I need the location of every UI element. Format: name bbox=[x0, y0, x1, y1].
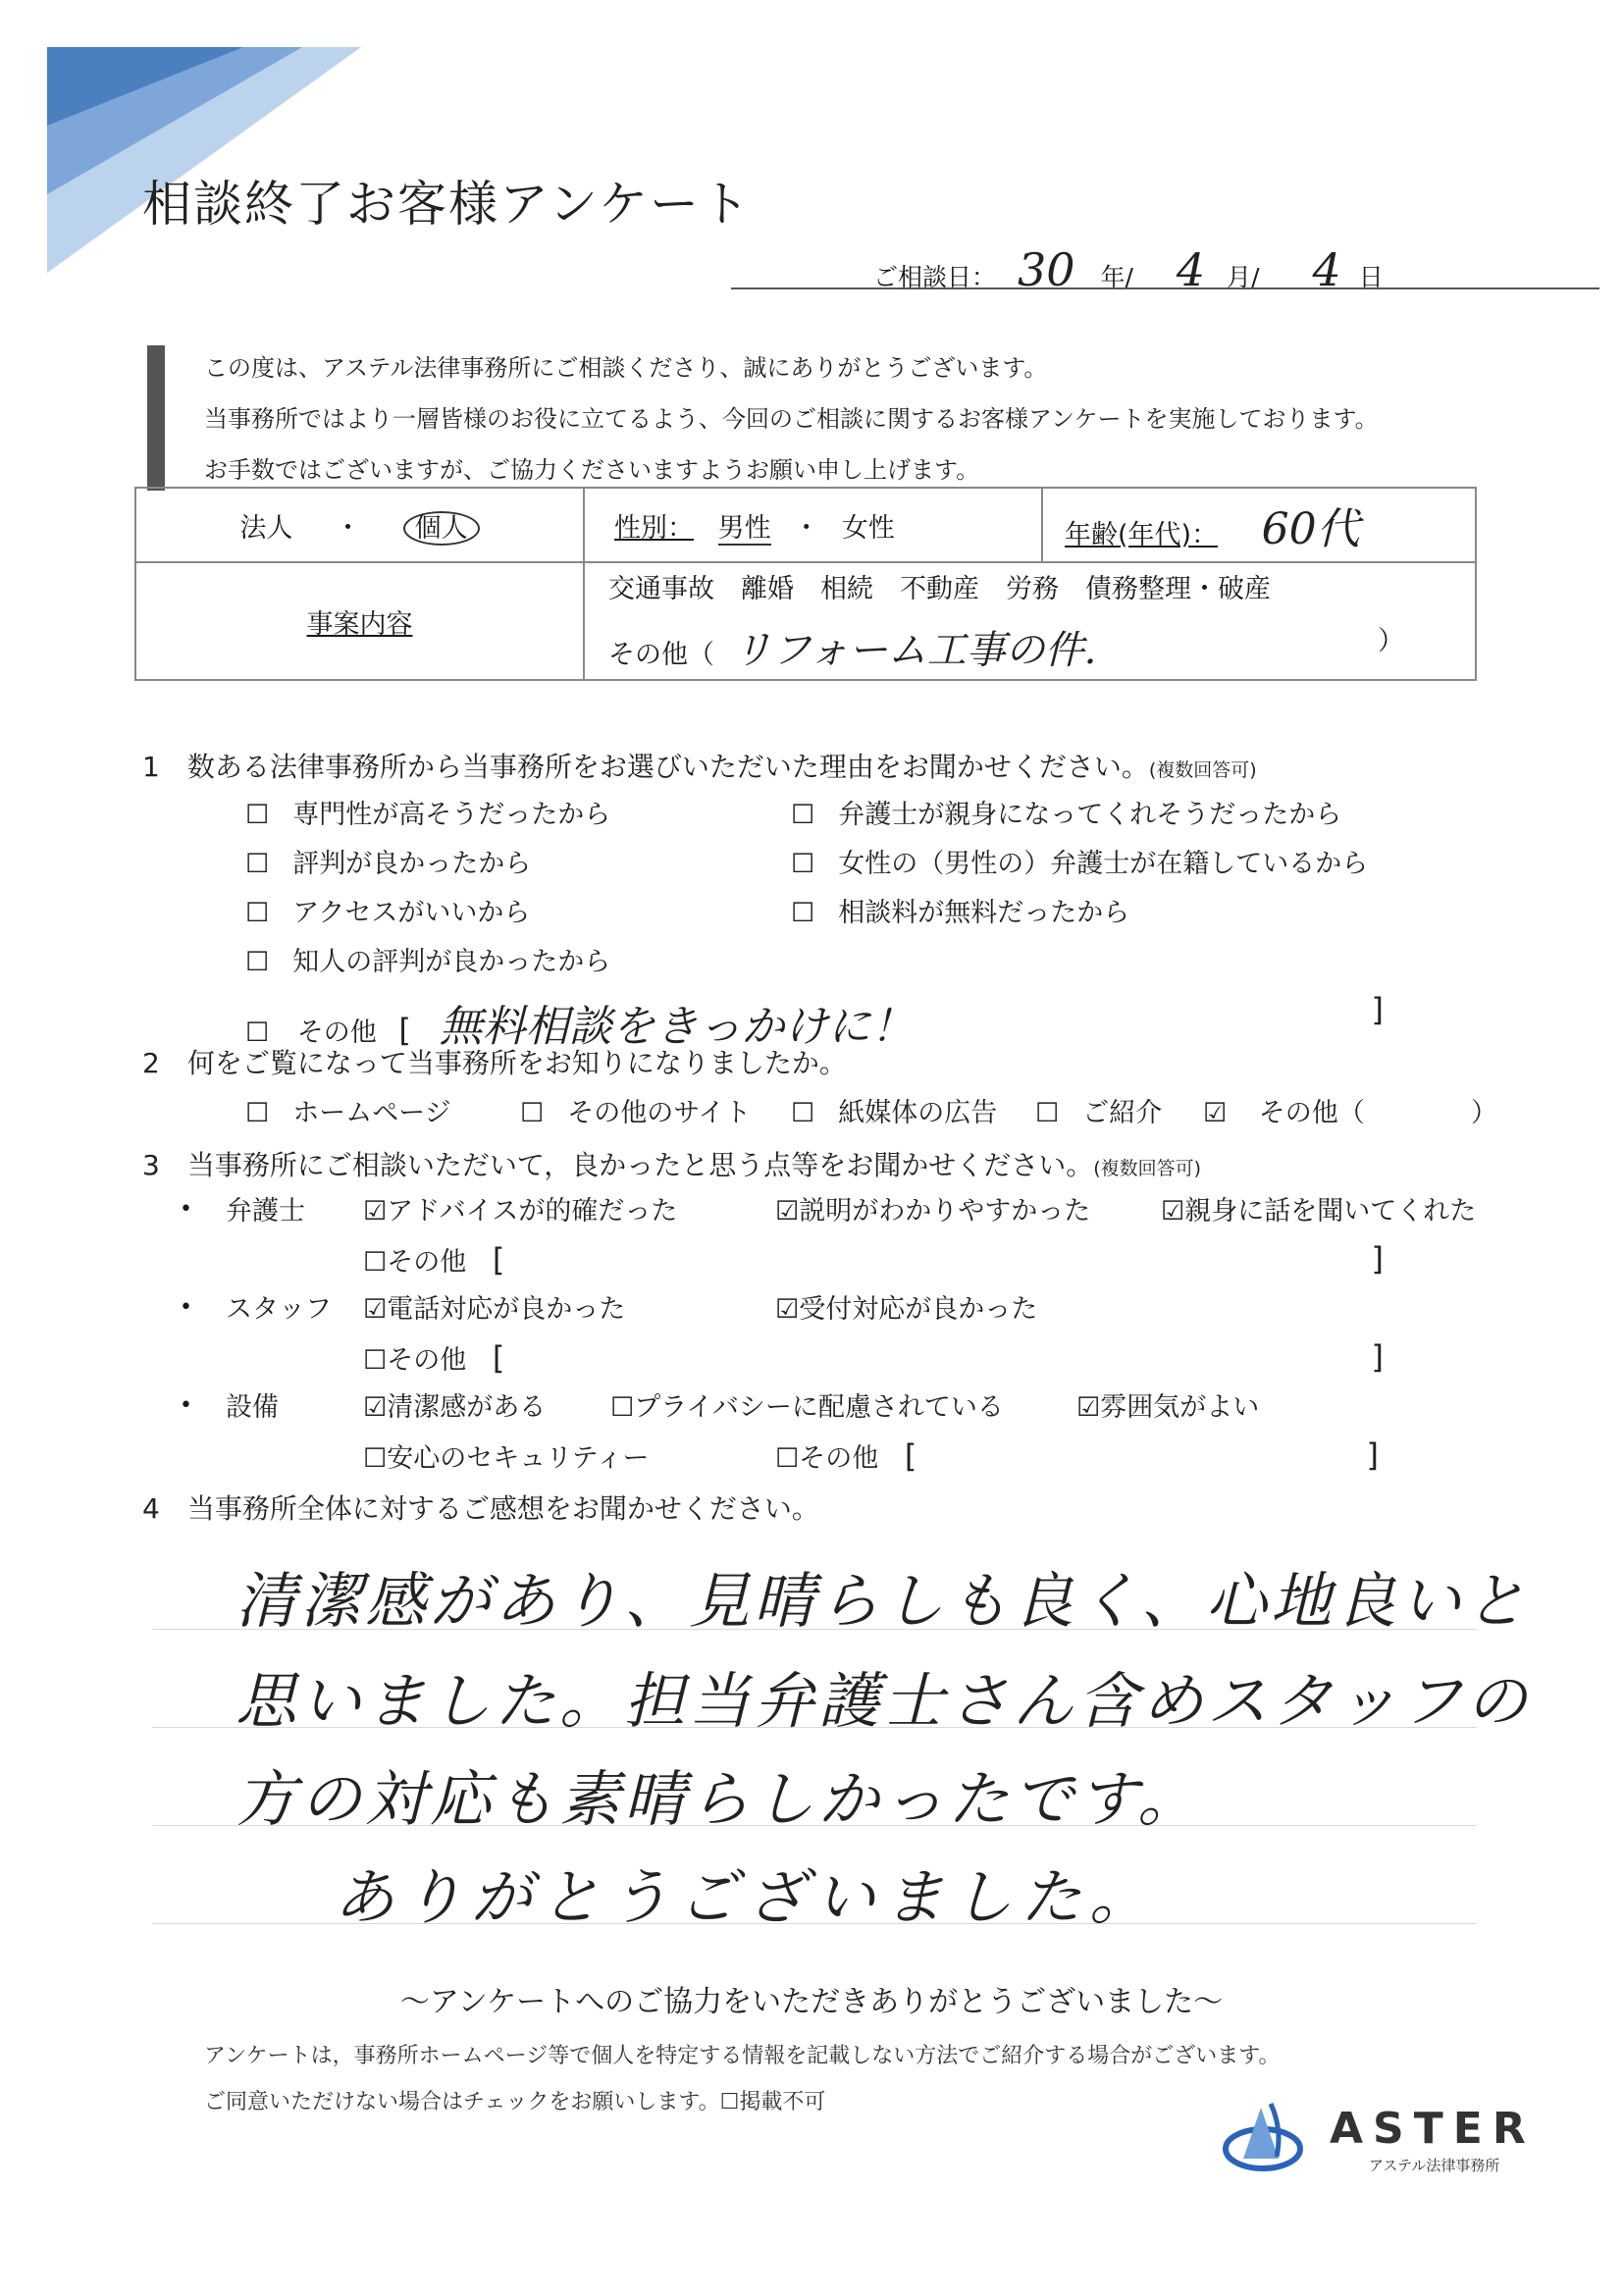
checkbox-icon[interactable]: ☐ bbox=[245, 898, 270, 928]
q2-option-4[interactable] bbox=[1035, 1091, 1162, 1129]
q3-staff-option-2[interactable] bbox=[775, 1287, 1037, 1326]
q4-answer-line-3: 方の対応も素晴らしかったです。 bbox=[236, 1763, 1203, 1835]
q3-facility-opt3-label: 雰囲気がよい bbox=[1100, 1392, 1260, 1423]
page-title: 相談終了お客様アンケート bbox=[142, 176, 752, 233]
checkbox-checked-icon[interactable]: ☑ bbox=[1076, 1392, 1101, 1423]
q3-facility-other-label: その他 bbox=[799, 1443, 879, 1474]
bracket-open: [ bbox=[904, 1437, 917, 1475]
age-cell bbox=[1042, 488, 1476, 562]
q1-opt1-label: 専門性が高そうだったから bbox=[292, 800, 611, 830]
case-options: 交通事故 離婚 相続 不動産 労務 債務整理・破産 bbox=[608, 574, 1271, 604]
consent-text: ご同意いただけない場合はチェックをお願いします。 bbox=[204, 2090, 720, 2114]
q2-option-3[interactable] bbox=[791, 1091, 997, 1129]
q3-facility-opt4-label: 安心のセキュリティー bbox=[387, 1443, 650, 1474]
q3-facility-label: 設備 bbox=[226, 1392, 279, 1423]
checkbox-icon[interactable]: ☐ bbox=[245, 947, 270, 977]
checkbox-icon[interactable]: ☐ bbox=[719, 2090, 740, 2114]
date-label: ご相談日： bbox=[873, 263, 997, 291]
q1-title bbox=[142, 746, 1257, 785]
q2-option-1[interactable] bbox=[245, 1091, 451, 1129]
q1-other-open: [ bbox=[398, 1012, 411, 1049]
q2-title: 2 何をご覧になって当事務所をお知りになりましたか。 bbox=[142, 1047, 847, 1079]
date-underline bbox=[731, 287, 1599, 289]
dot-separator: ・ bbox=[335, 512, 361, 544]
q1-option-3[interactable] bbox=[245, 891, 530, 929]
bracket-close: ] bbox=[1371, 1338, 1384, 1376]
gender-cell bbox=[584, 488, 1042, 562]
q3-facility-opt1-label: 清潔感がある bbox=[387, 1392, 547, 1423]
publication-notice: アンケートは，事務所ホームページ等で個人を特定する情報を記載しない方法でご紹介する場合がございます。 bbox=[204, 2044, 1281, 2068]
checkbox-icon[interactable]: ☐ bbox=[245, 849, 270, 879]
q1-option-5[interactable] bbox=[791, 793, 1341, 831]
q1-opt2-label: 評判が良かったから bbox=[292, 849, 532, 879]
bullet-icon: • bbox=[180, 1197, 192, 1222]
q3-note: (複数回答可) bbox=[1093, 1158, 1202, 1179]
thanks-message: ～アンケートへのご協力をいただきありがとうございました～ bbox=[399, 1985, 1224, 2019]
q1-opt5-label: 弁護士が親身になってくれそうだったから bbox=[838, 800, 1342, 830]
case-other bbox=[608, 619, 1475, 675]
case-other-open: その他（ bbox=[608, 640, 714, 670]
q1-option-7[interactable] bbox=[791, 891, 1129, 929]
gender-label: 性別： bbox=[614, 512, 694, 544]
q3-title-text: 3 当事務所にご相談いただいて，良かったと思う点等をお聞かせください。 bbox=[142, 1149, 1094, 1181]
q3-lawyer-other[interactable] bbox=[363, 1240, 1384, 1278]
date-year: 30 bbox=[1017, 243, 1075, 296]
q3-facility-other[interactable] bbox=[775, 1436, 1379, 1475]
checkbox-icon[interactable]: ☐ bbox=[791, 849, 815, 879]
dot-separator-2: ・ bbox=[793, 512, 820, 544]
q2-opt5-close: ） bbox=[1471, 1098, 1497, 1128]
header-banner-decoration bbox=[47, 47, 361, 273]
checkbox-icon[interactable]: ☐ bbox=[363, 1345, 388, 1376]
q1-option-2[interactable] bbox=[245, 842, 531, 880]
q3-lawyer-label: 弁護士 bbox=[226, 1196, 305, 1226]
q3-staff-label: スタッフ bbox=[226, 1294, 332, 1325]
date-day: 4 bbox=[1312, 243, 1341, 296]
q3-facility-opt2-label: プライバシーに配慮されている bbox=[634, 1392, 1004, 1423]
bracket-close: ] bbox=[1371, 1240, 1384, 1278]
checkbox-icon[interactable]: ☐ bbox=[1035, 1098, 1060, 1128]
checkbox-icon[interactable]: ☐ bbox=[245, 800, 270, 830]
q3-lawyer-option-1[interactable] bbox=[363, 1189, 677, 1227]
logo-name: ASTER bbox=[1330, 2104, 1536, 2154]
case-content-cell bbox=[584, 562, 1476, 680]
q4-answer-line-1: 清潔感があり、見晴らしも良く、心地良いと bbox=[236, 1565, 1530, 1637]
q1-other-value: 無料相談をきっかけに！ bbox=[439, 1002, 915, 1052]
q3-title bbox=[142, 1144, 1201, 1183]
bracket-close: ] bbox=[1366, 1436, 1379, 1474]
individual-option[interactable]: 個人 bbox=[403, 511, 480, 546]
q2-opt5-label: その他（ bbox=[1258, 1098, 1365, 1128]
logo-subtitle: アステル法律事務所 bbox=[1369, 2157, 1500, 2174]
q3-lawyer-other-label: その他 bbox=[387, 1247, 467, 1278]
q2-option-2[interactable] bbox=[520, 1091, 751, 1129]
aster-logo-icon bbox=[1222, 2100, 1310, 2178]
checkbox-icon[interactable]: ☐ bbox=[245, 1018, 270, 1048]
q4-answer-line-4: ありがとうございました。 bbox=[334, 1861, 1159, 1933]
date-month-unit: 月/ bbox=[1227, 263, 1260, 291]
no-publish-label: 掲載不可 bbox=[739, 2090, 826, 2114]
intro-line-2: 当事務所ではより一層皆様のお役に立てるよう、今回のご相談に関するお客様アンケートを実施しております。 bbox=[204, 405, 1379, 433]
q2-option-5[interactable] bbox=[1203, 1091, 1497, 1129]
checkbox-checked-icon[interactable]: ☑ bbox=[363, 1392, 388, 1423]
q2-opt4-label: ご紹介 bbox=[1082, 1098, 1163, 1128]
checkbox-checked-icon[interactable]: ☑ bbox=[775, 1196, 800, 1226]
checkbox-icon[interactable]: ☐ bbox=[775, 1443, 800, 1474]
date-month: 4 bbox=[1176, 243, 1206, 296]
q4-title: 4 当事務所全体に対するご感想をお聞かせください。 bbox=[142, 1492, 819, 1525]
q3-staff-other-label: その他 bbox=[387, 1345, 467, 1376]
checkbox-checked-icon[interactable]: ☑ bbox=[775, 1294, 800, 1325]
q1-note: (複数回答可) bbox=[1148, 759, 1257, 781]
checkbox-checked-icon[interactable]: ☑ bbox=[1161, 1196, 1185, 1226]
intro-line-3: お手数ではございますが、ご協力くださいますようお願い申し上げます。 bbox=[204, 456, 980, 484]
q1-opt3-label: アクセスがいいから bbox=[292, 898, 531, 928]
q3-lawyer-option-3[interactable] bbox=[1161, 1189, 1476, 1227]
checkbox-icon[interactable]: ☐ bbox=[791, 800, 815, 830]
q2-opt1-label: ホームページ bbox=[292, 1098, 451, 1128]
q3-facility-option-4[interactable] bbox=[363, 1436, 650, 1475]
age-value: 60代 bbox=[1261, 504, 1360, 554]
checkbox-icon[interactable]: ☐ bbox=[363, 1247, 388, 1278]
case-label-cell bbox=[135, 562, 584, 680]
q3-lawyer-option-2[interactable] bbox=[775, 1189, 1090, 1227]
checkbox-checked-icon[interactable]: ☑ bbox=[1203, 1098, 1228, 1128]
q1-other-label: その他 bbox=[296, 1018, 377, 1048]
consent-line bbox=[204, 2085, 825, 2115]
age-label: 年齢(年代)： bbox=[1065, 520, 1219, 550]
male-option[interactable]: 男性 bbox=[717, 512, 771, 544]
q2-opt3-label: 紙媒体の広告 bbox=[838, 1098, 998, 1128]
bullet-icon: • bbox=[180, 1295, 192, 1320]
q1-opt7-label: 相談料が無料だったから bbox=[838, 898, 1130, 928]
q3-staff-option-1[interactable] bbox=[363, 1287, 625, 1326]
q3-lawyer-opt3-label: 親身に話を聞いてくれた bbox=[1184, 1196, 1477, 1226]
q2-opt2-label: その他のサイト bbox=[567, 1098, 752, 1128]
checkbox-checked-icon[interactable]: ☑ bbox=[363, 1294, 388, 1325]
q1-option-1[interactable] bbox=[245, 793, 610, 831]
checkbox-icon[interactable]: ☐ bbox=[520, 1098, 545, 1128]
q3-facility-option-2[interactable] bbox=[610, 1385, 1004, 1424]
bracket-open: [ bbox=[492, 1241, 505, 1278]
q3-facility-option-1[interactable] bbox=[363, 1385, 546, 1424]
q3-lawyer-opt2-label: 説明がわかりやすかった bbox=[799, 1196, 1091, 1226]
client-info-table bbox=[134, 487, 1477, 681]
date-year-unit: 年/ bbox=[1100, 263, 1133, 291]
q1-title-text: 1 数ある法律事務所から当事務所をお選びいただいた理由をお聞かせください。 bbox=[142, 751, 1149, 783]
bracket-open: [ bbox=[492, 1339, 505, 1377]
bullet-icon: • bbox=[180, 1393, 192, 1418]
client-type-cell bbox=[135, 488, 584, 562]
checkbox-icon[interactable]: ☐ bbox=[245, 1098, 270, 1128]
female-option[interactable]: 女性 bbox=[841, 512, 895, 544]
q4-answer-line-2: 思いました。担当弁護士さん含めスタッフの bbox=[236, 1665, 1532, 1737]
q3-lawyer-opt1-label: アドバイスが的確だった bbox=[387, 1196, 678, 1226]
case-other-close: ） bbox=[1378, 626, 1404, 656]
q3-staff-other[interactable] bbox=[363, 1338, 1384, 1377]
case-other-value: リフォーム工事の件. bbox=[732, 628, 1097, 673]
checkbox-checked-icon[interactable]: ☑ bbox=[363, 1196, 388, 1226]
date-day-unit: 日 bbox=[1358, 263, 1384, 291]
q3-staff-opt1-label: 電話対応が良かった bbox=[387, 1294, 626, 1325]
corp-option[interactable]: 法人 bbox=[239, 512, 293, 544]
checkbox-icon[interactable]: ☐ bbox=[363, 1443, 388, 1474]
intro-accent-bar bbox=[147, 345, 165, 491]
checkbox-icon[interactable]: ☐ bbox=[791, 1098, 815, 1128]
q1-opt6-label: 女性の（男性の）弁護士が在籍しているから bbox=[838, 849, 1369, 879]
checkbox-icon[interactable]: ☐ bbox=[610, 1392, 635, 1423]
q3-facility-option-3[interactable] bbox=[1076, 1385, 1259, 1424]
q3-staff-opt2-label: 受付対応が良かった bbox=[799, 1294, 1038, 1325]
q1-option-6[interactable] bbox=[791, 842, 1368, 880]
q1-option-4[interactable] bbox=[245, 940, 610, 978]
checkbox-icon[interactable]: ☐ bbox=[791, 898, 815, 928]
q1-other-close: ] bbox=[1371, 991, 1384, 1028]
q1-opt4-label: 知人の評判が良かったから bbox=[292, 947, 611, 977]
intro-line-1: この度は、アステル法律事務所にご相談くださり、誠にありがとうございます。 bbox=[204, 354, 1048, 382]
case-label: 事案内容 bbox=[306, 608, 413, 640]
